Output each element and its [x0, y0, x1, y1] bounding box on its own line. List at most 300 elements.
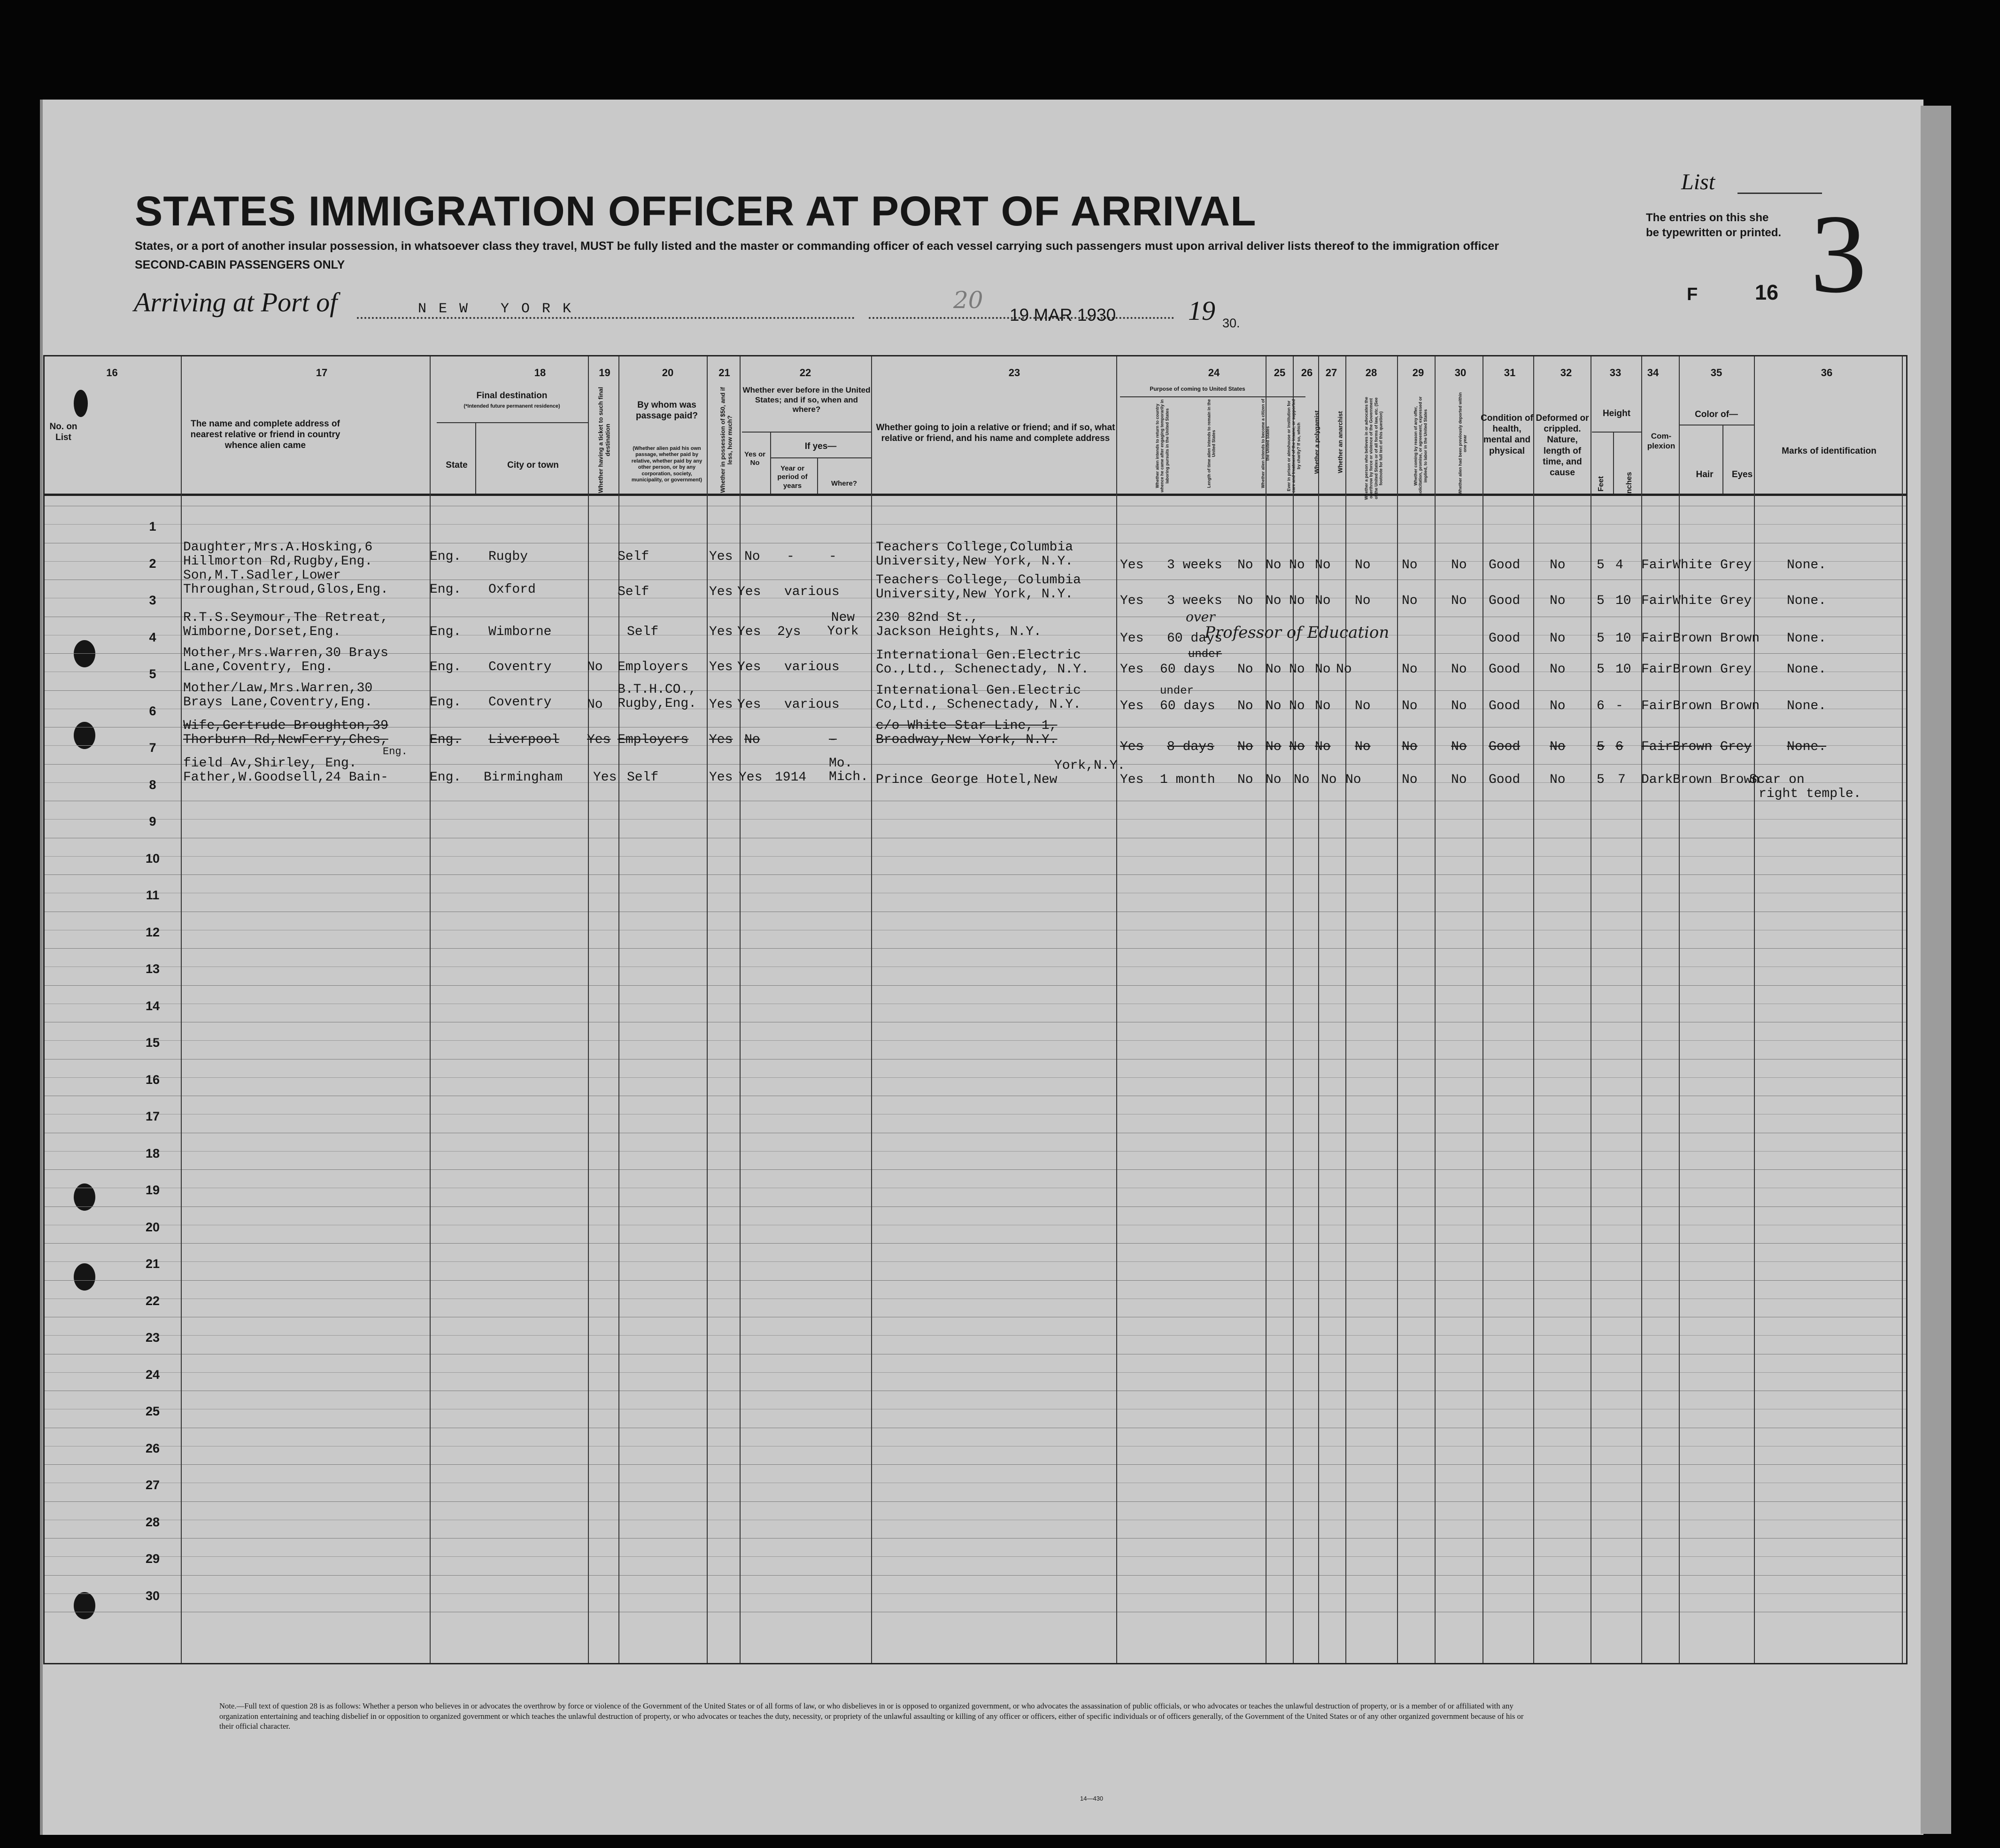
hdr-final-destination: Final destination — [476, 391, 548, 401]
row2-relative: Throughan,Stroud,Glos,Eng. — [183, 582, 388, 597]
row-rule — [45, 1593, 1906, 1594]
hdr-if-yes: If yes— — [804, 441, 837, 451]
row5-under: under — [1160, 685, 1194, 697]
row-number: 28 — [145, 1515, 160, 1529]
hdr-hair: Hair — [1696, 470, 1714, 479]
row1-marks: None. — [1787, 558, 1827, 572]
row5-q29: No — [1402, 699, 1418, 713]
row7-join: York,N.Y. — [1054, 758, 1126, 773]
row-rule — [45, 1077, 1906, 1078]
row5-complexion: Fair — [1641, 699, 1673, 713]
row2-feet: 5 — [1597, 594, 1605, 608]
row2-fifty: Yes — [709, 585, 733, 599]
row-number: 29 — [145, 1552, 160, 1566]
row3-fifty: Yes — [709, 625, 733, 639]
row3-handwritten-note: Professor of Education — [1205, 623, 1390, 642]
row3-marks: None. — [1787, 631, 1827, 646]
row5-deformed: No — [1550, 699, 1566, 713]
footnote: Note.—Full text of question 28 is as follows: Whether a person who believes in or advocates the overthrow by force or violence of the Government of the United States or of all forms of law, or who disbelieves in or is opposed to organized government, or who advocates the assassination of public officials, or who advocates or teaches the unlawful destruction of property, or is a member of or affiliated with any organization entertaining and teaching disbelief in or opposition to organized government or which teaches the unlawful destruction of property, or who advocates or teaches the duty, necessity, or propriety of the unlawful assaulting or killing of any officer or officers, either of specific individuals or of officers generally, of the Government of the United States or of any other organized government because of his or their official character. — [219, 1701, 1524, 1731]
row4-length: 60 days — [1160, 662, 1215, 677]
row1-state: Eng. — [430, 549, 462, 564]
row6-state: Eng. — [430, 733, 462, 747]
row6-where: - — [829, 733, 837, 747]
hdr-height: Height — [1602, 409, 1631, 418]
row1-eyes: Grey — [1720, 558, 1752, 572]
subdivider — [437, 422, 588, 423]
row7-length: 1 month — [1160, 773, 1215, 787]
form-subtitle: States, or a port of another insular possession, in whatsoever class they travel, MUST be fully listed and the master or commanding officer of each vessel carrying such passengers must upon arrival deliver lists thereof to the immigration officer — [135, 240, 1499, 253]
hdr-state: State — [446, 460, 468, 470]
hdr-purpose-citizen: Whether alien intends to become a citizen of the United States — [1260, 399, 1270, 488]
row2-relative: Son,M.T.Sadler,Lower — [183, 568, 341, 583]
row7-health: Good — [1489, 773, 1521, 787]
row5-q30: No — [1451, 699, 1467, 713]
day-handwritten: 20 — [953, 286, 983, 314]
row4-hair: Brown — [1673, 662, 1713, 677]
row5-citizen: No — [1237, 699, 1253, 713]
row6-relative: Wife,Gertrude Broughton,39 — [183, 719, 388, 733]
column-line — [871, 356, 872, 1663]
row2-paid: Self — [618, 585, 649, 599]
row-number: 8 — [149, 777, 156, 792]
row-number: 13 — [145, 962, 160, 976]
column-line — [1116, 356, 1117, 1663]
row6-paid: Employers — [618, 733, 689, 747]
row-rule — [45, 819, 1906, 820]
hdr-fifty-dollars: Whether in possession of $50, and if less, how much? — [719, 387, 734, 493]
row1-q30: No — [1451, 558, 1467, 572]
row3-paid: Self — [627, 625, 659, 639]
row7-return: Yes — [1120, 773, 1144, 787]
row4-inches: 10 — [1615, 662, 1631, 677]
row6-prison: No — [1266, 740, 1282, 754]
row-number: 26 — [145, 1441, 160, 1455]
row4-prison: No — [1266, 662, 1282, 677]
row-rule — [45, 1169, 1906, 1170]
row7-citizen: No — [1237, 773, 1253, 787]
row4-health: Good — [1489, 662, 1521, 677]
row7-ticket: Yes — [593, 770, 617, 785]
row3-state: Eng. — [430, 625, 462, 639]
row5-polyg: No — [1289, 699, 1305, 713]
arriving-label: Arriving at Port of — [134, 287, 338, 317]
row1-return: Yes — [1120, 558, 1144, 572]
column-line — [1679, 356, 1680, 1663]
row4-deformed: No — [1550, 662, 1566, 677]
hdr-q29: Whether coming by reason of any offer, solicitation, promise, or agreement, expressed or implied, to labor in the United States — [1413, 396, 1428, 495]
subdivider — [1592, 432, 1641, 433]
page-edge — [1921, 106, 1951, 1834]
row6-q29: No — [1402, 740, 1418, 754]
row3-join: Jackson Heights, N.Y. — [876, 625, 1042, 639]
row1-q29: No — [1402, 558, 1418, 572]
row-number: 1 — [149, 519, 156, 534]
row2-q30: No — [1451, 594, 1467, 608]
column-line — [1435, 356, 1436, 1663]
row2-q28: No — [1355, 594, 1371, 608]
row2-return: Yes — [1120, 594, 1144, 608]
row7-where: Mo. Mich. — [829, 756, 869, 785]
hdr-inches: Inches — [1625, 472, 1633, 496]
row-rule — [45, 856, 1906, 857]
hdr-ticket: Whether having a ticket to such final destination — [597, 387, 611, 493]
row-rule — [45, 1261, 1906, 1262]
row-number: 7 — [149, 741, 156, 755]
colnum-21: 21 — [718, 367, 730, 379]
list-label: List — [1681, 170, 1715, 194]
row-number: 23 — [145, 1330, 160, 1345]
row4-polyg: No — [1289, 662, 1305, 677]
row6-join: c/o White Star Line, 1, — [876, 719, 1058, 733]
colnum-18: 18 — [534, 367, 546, 379]
row4-citizen: No — [1237, 662, 1253, 677]
row3-period: 2ys — [777, 625, 801, 639]
row2-complexion: Fair — [1641, 594, 1673, 608]
row3-health: Good — [1489, 631, 1521, 646]
row6-join: Broadway,New York, N.Y. — [876, 733, 1058, 747]
colnum-17: 17 — [316, 367, 328, 379]
hdr-purpose-length: Length of time alien intends to remain in the United States — [1206, 399, 1216, 488]
row4-marks: None. — [1787, 662, 1827, 677]
row5-paid: B.T.H.CO., — [618, 682, 697, 697]
list-line — [1737, 193, 1822, 194]
row7-complexion: Dark — [1641, 773, 1673, 787]
row-number: 9 — [149, 814, 156, 828]
subdivider — [817, 457, 818, 494]
row-rule — [45, 1538, 1906, 1539]
hdr-relative: The name and complete address of nearest relative or friend in country whence alien came — [190, 419, 340, 451]
hdr-purpose: Purpose of coming to United States — [1150, 386, 1245, 392]
row6-q28: No — [1355, 740, 1371, 754]
row3-feet: 5 — [1597, 631, 1605, 646]
row3-length: 60 days — [1167, 631, 1222, 646]
row6-complexion: Fair — [1641, 740, 1673, 754]
row6-hair: Brown — [1673, 740, 1713, 754]
row1-prison: No — [1266, 558, 1282, 572]
colnum-16: 16 — [106, 367, 118, 379]
column-line — [707, 356, 708, 1663]
row2-q29: No — [1402, 594, 1418, 608]
row6-relative: Thorburn Rd,NewFerry,Ches, — [183, 733, 388, 747]
row3-join: 230 82nd St., — [876, 611, 979, 625]
row-number: 6 — [149, 704, 156, 718]
hdr-where: Where? — [831, 479, 857, 487]
row1-fifty: Yes — [709, 549, 733, 564]
row3-before: Yes — [737, 625, 761, 639]
row4-before: Yes — [737, 660, 761, 674]
row6-health: Good — [1489, 740, 1521, 754]
row-rule — [45, 1372, 1906, 1373]
colnum-19: 19 — [599, 367, 610, 379]
page-number: 16 — [1755, 280, 1779, 304]
row2-polyg: No — [1289, 594, 1305, 608]
row1-relative: Hillmorton Rd,Rugby,Eng. — [183, 554, 373, 569]
row7-city: Birmingham — [484, 770, 563, 785]
row-rule — [45, 1040, 1906, 1041]
row5-inches: - — [1615, 699, 1623, 713]
column-line — [1318, 356, 1319, 1663]
row1-where: - — [829, 549, 837, 564]
hdr-complexion: Com-plexion — [1647, 432, 1676, 450]
colnum-31: 31 — [1504, 367, 1516, 379]
row7-q30: No — [1451, 773, 1467, 787]
row-rule — [45, 948, 1906, 949]
subdivider — [742, 432, 871, 433]
column-line — [740, 356, 741, 1663]
row-rule — [45, 524, 1906, 525]
hdr-anarchist: Whether an anarchist — [1336, 411, 1344, 473]
colnum-32: 32 — [1560, 367, 1572, 379]
hdr-color-of: Color of— — [1695, 410, 1738, 419]
row-rule — [45, 1464, 1906, 1465]
row1-q28: No — [1355, 558, 1371, 572]
colnum-20: 20 — [662, 367, 674, 379]
row-rule — [45, 874, 1906, 875]
hdr-join-relative: Whether going to join a relative or friend; and if so, what relative or friend, and his name and complete address — [876, 423, 1115, 444]
row6-inches: 6 — [1615, 740, 1623, 754]
row-rule — [45, 1556, 1906, 1557]
row1-paid: Self — [618, 549, 649, 564]
row1-hair: White — [1673, 558, 1713, 572]
hdr-final-destination-sub: (*Intended future permanent residence) — [463, 403, 560, 409]
row-number: 2 — [149, 556, 156, 571]
row7-hair: Brown — [1673, 773, 1713, 787]
hdr-passage-paid: By whom was passage paid? — [636, 400, 698, 421]
hdr-ever-before: Whether ever before in the United States; and if so, when and where? — [742, 386, 871, 414]
row3-complexion: Fair — [1641, 631, 1673, 646]
row6-marks: None. — [1787, 740, 1827, 754]
row-number: 19 — [145, 1183, 160, 1197]
row1-citizen: No — [1237, 558, 1253, 572]
row4-under: under — [1188, 648, 1222, 661]
row6-return: Yes — [1120, 740, 1144, 754]
row5-prison: No — [1266, 699, 1282, 713]
row7-marks2: right temple. — [1759, 787, 1861, 801]
row2-inches: 10 — [1615, 594, 1631, 608]
corner-mark: F — [1687, 285, 1698, 304]
row7-paid: Self — [627, 770, 659, 785]
row1-feet: 5 — [1597, 558, 1605, 572]
row-number: 12 — [145, 925, 160, 939]
subdivider — [770, 432, 771, 494]
row4-complexion: Fair — [1641, 662, 1673, 677]
column-line — [1754, 356, 1755, 1663]
row5-eyes: Brown — [1720, 699, 1760, 713]
row5-ticket: No — [587, 697, 603, 712]
row1-join: Teachers College,Columbia — [876, 540, 1073, 555]
row6-before: No — [744, 733, 760, 747]
hdr-q30: Whether alien had been previously deported within one year — [1458, 392, 1467, 495]
date-stamp: 19 MAR 1930 — [1010, 305, 1116, 325]
row-number: 14 — [145, 998, 160, 1013]
row5-period: various — [784, 697, 840, 712]
hdr-feet: Feet — [1597, 476, 1605, 492]
row2-join: University,New York, N.Y. — [876, 587, 1073, 602]
row3-deformed: No — [1550, 631, 1566, 646]
colnum-36: 36 — [1821, 367, 1833, 379]
row5-join: International Gen.Electric — [876, 683, 1081, 698]
row-number: 10 — [145, 851, 160, 866]
row6-feet: 5 — [1597, 740, 1605, 754]
row4-fifty: Yes — [709, 660, 733, 674]
entries-note: be typewritten or printed. — [1646, 226, 1782, 239]
row2-health: Good — [1489, 594, 1521, 608]
row4-eyes: Grey — [1720, 662, 1752, 677]
row4-q30: No — [1451, 662, 1467, 677]
row-number: 25 — [145, 1404, 160, 1418]
row1-relative: Daughter,Mrs.A.Hosking,6 — [183, 540, 373, 555]
row4-feet: 5 — [1597, 662, 1605, 677]
row6-citizen: No — [1237, 740, 1253, 754]
row5-join: Co,Ltd., Schenectady, N.Y. — [876, 697, 1081, 712]
port-line — [357, 317, 855, 319]
hdr-eyes: Eyes — [1731, 470, 1753, 479]
colnum-29: 29 — [1412, 367, 1424, 379]
subdivider — [1722, 425, 1723, 494]
row2-before: Yes — [737, 585, 761, 599]
row6-ticket: Yes — [587, 733, 611, 747]
row-rule — [45, 1280, 1906, 1281]
row5-before: Yes — [737, 697, 761, 712]
row6-eng-note: Eng. — [383, 746, 408, 758]
row2-join: Teachers College, Columbia — [876, 573, 1081, 588]
row5-state: Eng. — [430, 695, 462, 710]
row7-q28: No — [1345, 773, 1361, 787]
row4-anarch: No — [1315, 662, 1331, 677]
row1-join: University,New York, N.Y. — [876, 554, 1073, 569]
row1-polyg: No — [1289, 558, 1305, 572]
row7-relative: Father,W.Goodsell,24 Bain- — [183, 770, 388, 785]
column-line — [1293, 356, 1294, 1663]
hdr-no-on-list: No. on List — [49, 422, 77, 443]
row2-deformed: No — [1550, 594, 1566, 608]
hdr-city: City or town — [507, 460, 559, 470]
row1-anarch: No — [1315, 558, 1331, 572]
row-rule — [45, 1501, 1906, 1502]
row-rule — [45, 1575, 1906, 1576]
row5-health: Good — [1489, 699, 1521, 713]
row-number: 18 — [145, 1146, 160, 1160]
subdivider — [1120, 396, 1305, 397]
row3-over-handwritten: over — [1186, 609, 1215, 625]
row3-eyes: Brown — [1720, 631, 1760, 646]
column-line — [1902, 356, 1903, 1663]
row-rule — [45, 1243, 1906, 1244]
row5-hair: Brown — [1673, 699, 1713, 713]
row5-return: Yes — [1120, 699, 1144, 713]
row4-join: International Gen.Electric — [876, 648, 1081, 663]
second-cabin-label: SECOND-CABIN PASSENGERS ONLY — [135, 258, 345, 271]
row7-join: Prince George Hotel,New — [876, 773, 1058, 787]
hdr-q28: Whether a person who believes in or advocates the overthrow by force or violence of the Government of the United States or of all forms of law, etc. (See footnote for full text of this question) — [1364, 397, 1383, 500]
row-number: 11 — [146, 888, 160, 902]
row3-hair: Brown — [1673, 631, 1713, 646]
year-suffix: 30. — [1222, 316, 1240, 330]
row7-fifty: Yes — [709, 770, 733, 785]
column-line — [1397, 356, 1398, 1663]
colnum-34: 34 — [1647, 367, 1659, 379]
row7-feet: 5 — [1597, 773, 1605, 787]
row2-city: Oxford — [488, 582, 536, 597]
colnum-35: 35 — [1710, 367, 1722, 379]
row3-city: Wimborne — [488, 625, 552, 639]
row1-length: 3 weeks — [1167, 558, 1222, 572]
row4-period: various — [784, 660, 840, 674]
row4-q29: No — [1402, 662, 1418, 677]
row1-before: No — [744, 549, 760, 564]
form-title: STATES IMMIGRATION OFFICER AT PORT OF ARRIVAL — [135, 187, 1257, 234]
colnum-27: 27 — [1325, 367, 1337, 379]
subdivider — [770, 457, 871, 458]
hdr-prison: Ever in prison or almshouse or institution for care and treatment of the insane, or supported by charity? If so, which — [1286, 399, 1301, 493]
row1-inches: 4 — [1615, 558, 1623, 572]
row-number: 30 — [145, 1588, 160, 1603]
row2-prison: No — [1266, 594, 1282, 608]
column-line — [1533, 356, 1534, 1663]
row-number: 5 — [149, 667, 156, 681]
row-rule — [45, 985, 1906, 986]
colnum-30: 30 — [1454, 367, 1467, 379]
entries-note: The entries on this she — [1646, 211, 1769, 224]
row7-deformed: No — [1550, 773, 1566, 787]
row6-fifty: Yes — [709, 733, 733, 747]
colnum-25: 25 — [1274, 367, 1286, 379]
row7-period: 1914 — [775, 770, 807, 785]
row7-q29: No — [1402, 773, 1418, 787]
colnum-23: 23 — [1008, 367, 1020, 379]
column-line — [181, 356, 182, 1663]
row4-city: Coventry — [488, 660, 552, 674]
colnum-22: 22 — [799, 367, 811, 379]
row1-period: - — [787, 549, 795, 564]
row5-anarch: No — [1315, 699, 1331, 713]
subdivider — [1613, 432, 1614, 494]
colnum-28: 28 — [1365, 367, 1377, 379]
row4-paid: Employers — [618, 660, 689, 674]
row4-q28: No — [1336, 662, 1352, 677]
row-rule — [45, 1335, 1906, 1336]
row4-state: Eng. — [430, 660, 462, 674]
hdr-polygamist: Whether a polygamist — [1313, 410, 1320, 474]
row7-before: Yes — [739, 770, 763, 785]
row2-length: 3 weeks — [1167, 594, 1222, 608]
row4-join: Co.,Ltd., Schenectady, N.Y. — [876, 662, 1089, 677]
row6-city: Liverpool — [488, 733, 560, 747]
row-number: 4 — [149, 630, 156, 644]
row1-health: Good — [1489, 558, 1521, 572]
row6-length: 8 days — [1167, 740, 1214, 754]
row5-relative: Mother/Law,Mrs.Warren,30 — [183, 681, 373, 696]
hdr-yes-no: Yes or No — [744, 450, 766, 467]
row7-polyg: No — [1294, 773, 1310, 787]
row7-anarch: No — [1321, 773, 1337, 787]
colnum-26: 26 — [1301, 367, 1313, 379]
row2-hair: White — [1673, 594, 1713, 608]
row1-deformed: No — [1550, 558, 1566, 572]
column-line — [1345, 356, 1346, 1663]
hdr-purpose-return: Whether alien intends to return to country whence he came after engaging temporarily in laboring pursuits in the United States — [1155, 399, 1170, 493]
subdivider — [475, 422, 476, 494]
year-label: 19 — [1188, 295, 1215, 326]
row2-state: Eng. — [430, 582, 462, 597]
row6-anarch: No — [1315, 740, 1331, 754]
row5-fifty: Yes — [709, 697, 733, 712]
row6-polyg: No — [1289, 740, 1305, 754]
row1-city: Rugby — [488, 549, 528, 564]
hdr-health: Condition of health, mental and physical — [1481, 413, 1533, 456]
row6-q30: No — [1451, 740, 1467, 754]
hdr-deformed: Deformed or crippled. Nature, length of time, and cause — [1536, 413, 1589, 478]
